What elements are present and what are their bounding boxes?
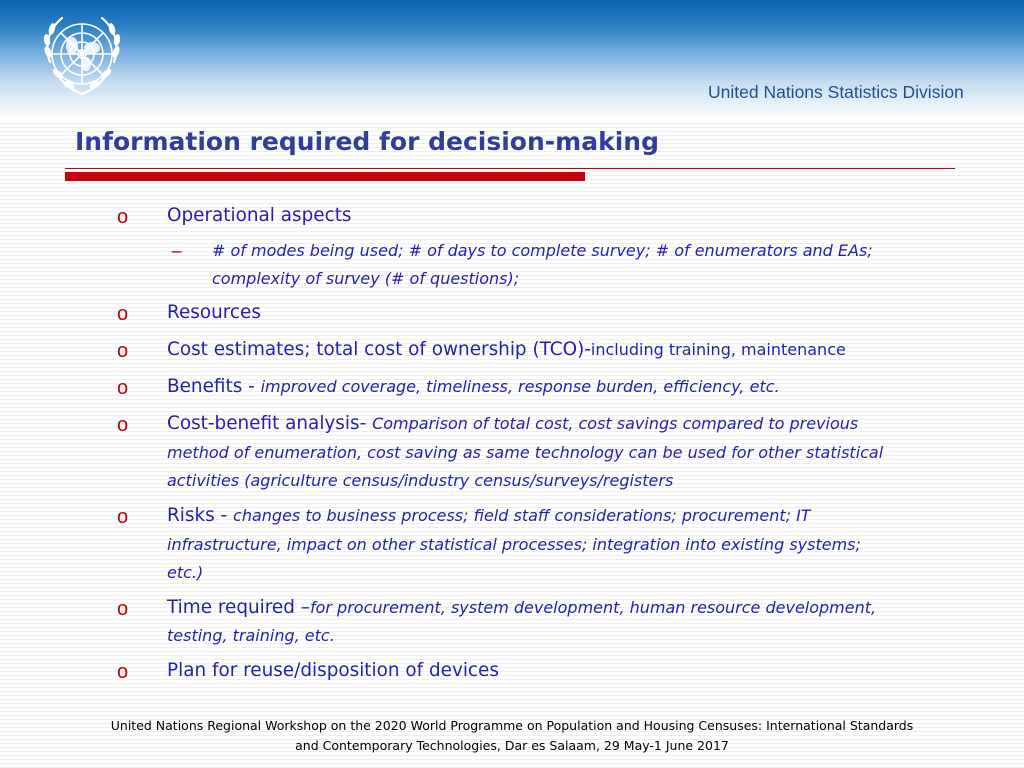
list-item xyxy=(167,302,261,323)
list-item xyxy=(167,376,780,397)
division-name: United Nations Statistics Division xyxy=(708,82,964,102)
bullet-marker: o xyxy=(117,506,129,528)
list-item xyxy=(167,205,352,226)
list-item xyxy=(167,339,846,360)
item-continuation: method of enumeration, cost saving as same technology can be used for other statistical xyxy=(167,443,884,462)
footer xyxy=(0,716,1024,756)
item-label: Benefits - xyxy=(167,376,261,397)
footer-line: and Contemporary Technologies, Dar es Salaam, 29 May-1 June 2017 xyxy=(295,738,729,753)
bullet-marker: o xyxy=(117,598,129,620)
bullet-marker: o xyxy=(117,377,129,399)
bullet-marker: o xyxy=(117,206,129,228)
bullet-marker: o xyxy=(117,661,129,683)
item-continuation: testing, training, etc. xyxy=(167,626,335,645)
bullet-marker: o xyxy=(117,414,129,436)
item-label: Cost estimates; total cost of ownership (TCO)- xyxy=(167,339,591,360)
item-continuation: etc.) xyxy=(167,563,204,582)
list-item xyxy=(167,597,876,618)
footer-line: United Nations Regional Workshop on the 2020 World Programme on Population and Housing Censuses: International Standards xyxy=(110,718,914,733)
item-label: Resources xyxy=(167,302,261,323)
sub-item-line: # of modes being used; # of days to complete survey; # of enumerators and EAs; xyxy=(212,241,873,260)
sub-bullet-marker: − xyxy=(170,242,184,261)
item-detail: Comparison of total cost, cost savings compared to previous xyxy=(372,414,859,433)
item-label: Time required – xyxy=(167,597,310,618)
item-label: Operational aspects xyxy=(167,205,352,226)
item-detail: improved coverage, timeliness, response burden, efficiency, etc. xyxy=(260,377,780,396)
list-item xyxy=(167,413,858,434)
item-label: Plan for reuse/disposition of devices xyxy=(167,660,499,681)
item-label: Cost-benefit analysis- xyxy=(167,413,373,434)
item-label: Risks - xyxy=(167,505,234,526)
slide-title: Information required for decision-making xyxy=(75,127,659,156)
item-detail: including training, maintenance xyxy=(590,340,846,359)
bullet-marker: o xyxy=(117,303,129,325)
sub-item-line: complexity of survey (# of questions); xyxy=(212,269,520,288)
bullet-marker: o xyxy=(117,340,129,362)
list-item xyxy=(167,660,499,681)
item-continuation: activities (agriculture census/industry census/surveys/registers xyxy=(167,471,674,490)
item-detail: changes to business process; field staff considerations; procurement; IT xyxy=(233,506,811,525)
item-detail: for procurement, system development, human resource development, xyxy=(309,598,877,617)
item-continuation: infrastructure, impact on other statistical processes; integration into existing systems; xyxy=(167,535,861,554)
list-item xyxy=(167,505,811,526)
